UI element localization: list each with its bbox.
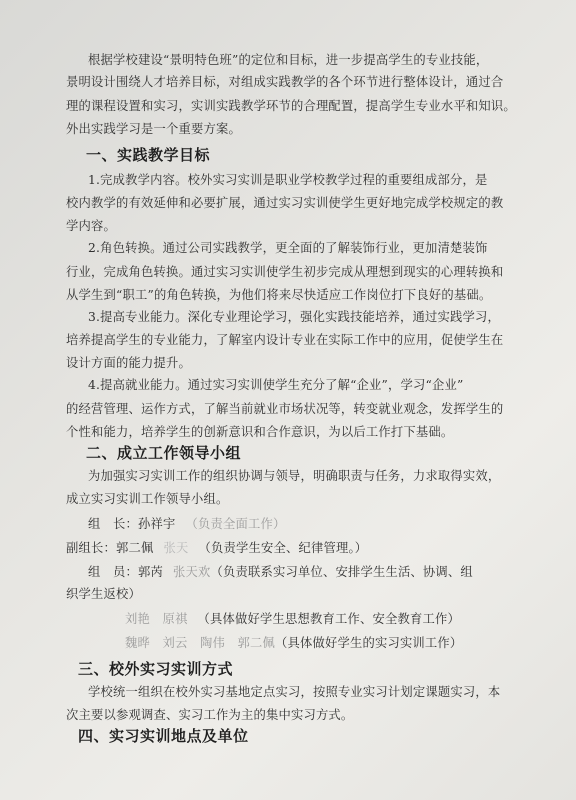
member-row — [88, 564, 473, 580]
s1-p2-line-1: 2.角色转换。通过公司实践教学，更全面的了解装饰行业，更加清楚装饰 — [88, 241, 488, 255]
deputy-duty: （负责学生安全、纪律管理。） — [198, 541, 368, 555]
staff-row-3 — [125, 635, 462, 651]
section-1-heading: 一、实践教学目标 — [86, 146, 211, 164]
member-duty-continued: 织学生返校） — [66, 587, 141, 601]
member-role: 组 员：郭芮 — [88, 565, 163, 579]
staff-row-2 — [125, 611, 460, 627]
s1-p1-line-1: 1.完成教学内容。校外实习实训是职业学校教学过程的重要组成部分，是 — [88, 173, 488, 187]
deputy-row — [66, 540, 367, 556]
staff-row-3-duty: （具体做好学生的实习实训工作） — [274, 636, 463, 650]
deputy-role: 副组长：郭二佩 — [66, 541, 154, 555]
s2-intro-line-1: 为加强实习实训工作的组织协调与领导，明确职责与任务，力求取得实效， — [88, 469, 501, 483]
staff-row-2-duty: （具体做好学生思想教育工作、安全教育工作） — [197, 612, 460, 626]
s2-intro-line-2: 成立实习实训工作领导小组。 — [66, 492, 229, 506]
member-name-2: 张天欢 — [172, 565, 211, 579]
intro-line-2: 景明设计围绕人才培养目标，对组成实践教学的各个环节进行整体设计，通过合 — [66, 75, 504, 89]
leader-row — [88, 516, 285, 532]
s1-p2-line-2: 行业，完成角色转换。通过实习实训使学生初步完成从理想到现实的心理转换和 — [66, 265, 504, 279]
s1-p1-line-2: 校内教学的有效延伸和必要扩展，通过实习实训使学生更好地完成学校规定的教 — [66, 196, 504, 210]
section-4-heading: 四、实习实训地点及单位 — [78, 727, 249, 745]
s1-p2-line-3: 从学生到“职工”的角色转换，为他们将来尽快适应工作岗位打下良好的基础。 — [66, 288, 492, 302]
deputy-name-2: 张天 — [163, 541, 189, 555]
staff-row-2-names: 刘艳 原祺 — [125, 612, 188, 626]
s1-p1-line-3: 学内容。 — [66, 219, 116, 233]
intro-line-3: 理的课程设置和实习，实训实践教学环节的合理配置，提高学生专业水平和知识。 — [66, 99, 516, 113]
intro-line-4: 外出实践学习是一个重要方案。 — [66, 122, 241, 136]
s1-p4-line-3: 个性和能力，培养学生的创新意识和合作意识，为以后工作打下基础。 — [66, 425, 454, 439]
s1-p4-line-2: 的经营管理、运作方式，了解当前就业市场状况等，转变就业观念，发挥学生的 — [66, 402, 504, 416]
s1-p3-line-1: 3.提高专业能力。深化专业理论学习，强化实践技能培养，通过实践学习， — [88, 310, 501, 324]
s3-line-2: 次主要以参观调查、实习工作为主的集中实习方式。 — [66, 708, 354, 722]
s1-p3-line-3: 设计方面的能力提升。 — [66, 356, 191, 370]
section-3-heading: 三、校外实习实训方式 — [78, 660, 234, 678]
s3-line-1: 学校统一组织在校外实习基地定点实习，按照专业实习计划定课题实习，本 — [88, 685, 501, 699]
section-2-heading: 二、成立工作领导小组 — [86, 444, 242, 462]
leader-duty: （负责全面工作） — [185, 517, 286, 531]
member-duty: （负责联系实习单位、安排学生生活、协调、组 — [210, 565, 473, 579]
staff-row-3-names: 魏晔 刘云 陶伟 郭二佩 — [125, 636, 275, 650]
s1-p3-line-2: 培养提高学生的专业能力，了解室内设计专业在实际工作中的应用，促使学生在 — [66, 333, 504, 347]
intro-line-1: 根据学校建设“景明特色班”的定位和目标，进一步提高学生的专业技能， — [88, 53, 489, 67]
leader-role: 组 长：孙祥宇 — [88, 517, 176, 531]
s1-p4-line-1: 4.提高就业能力。通过实习实训使学生充分了解“企业”，学习“企业” — [88, 378, 464, 392]
